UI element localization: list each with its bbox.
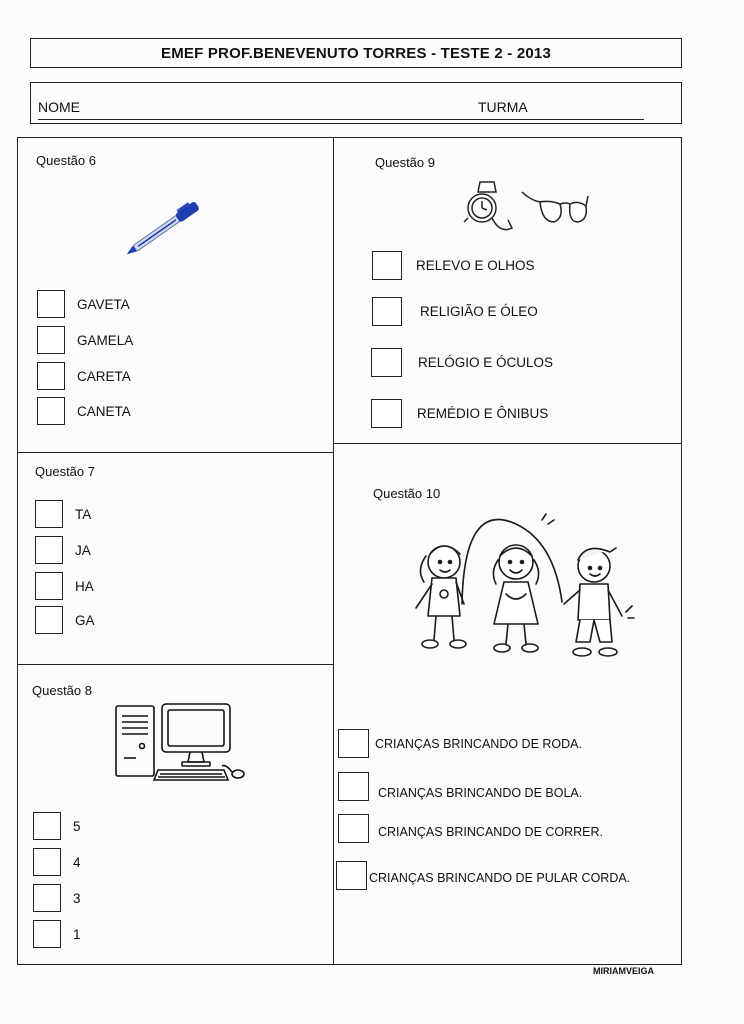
watch-and-glasses-icon (460, 178, 590, 242)
q7-checkbox-3[interactable] (35, 572, 63, 600)
q7-option-2[interactable] (35, 536, 91, 564)
question-7-title: Questão 7 (35, 464, 95, 479)
q8-checkbox-1[interactable] (33, 812, 61, 840)
q6-checkbox-2[interactable] (37, 326, 65, 354)
question-9-title: Questão 9 (375, 155, 435, 170)
author-credit: MIRIAMVEIGA (593, 966, 655, 976)
q10-option-1-label: CRIANÇAS BRINCANDO DE RODA. (375, 736, 582, 751)
q8-option-2[interactable] (33, 848, 81, 876)
q10-option-4[interactable] (336, 861, 630, 890)
q10-checkbox-2[interactable] (338, 772, 369, 801)
q8-checkbox-2[interactable] (33, 848, 61, 876)
q9-option-4[interactable] (371, 399, 548, 428)
q8-option-1[interactable] (33, 812, 81, 840)
question-8-title: Questão 8 (32, 683, 92, 698)
question-6-title: Questão 6 (36, 153, 96, 168)
q9-option-4-label: REMÉDIO E ÔNIBUS (417, 406, 549, 421)
q9-option-1[interactable] (372, 251, 535, 280)
q7-option-3[interactable] (35, 572, 94, 600)
q8-option-1-label: 5 (73, 818, 81, 834)
q8-option-4[interactable] (33, 920, 81, 948)
q7-option-1-label: TA (75, 506, 92, 522)
q6-option-3-label: CARETA (77, 368, 131, 384)
q10-option-4-label: CRIANÇAS BRINCANDO DE PULAR CORDA. (369, 870, 631, 885)
q10-checkbox-1[interactable] (338, 729, 369, 758)
q6-option-3[interactable] (37, 362, 131, 390)
q9-checkbox-1[interactable] (372, 251, 402, 280)
q7-option-4[interactable] (35, 606, 95, 634)
q7-option-4-label: GA (75, 612, 95, 628)
q10-option-2[interactable] (338, 772, 582, 801)
q6-option-1-label: GAVETA (77, 296, 130, 312)
q10-checkbox-4[interactable] (336, 861, 367, 890)
q8-option-3[interactable] (33, 884, 81, 912)
q7-option-3-label: HA (75, 578, 94, 594)
computer-icon (112, 700, 248, 784)
q7-checkbox-1[interactable] (35, 500, 63, 528)
q8-option-2-label: 4 (73, 854, 81, 870)
divider-q6-q7 (17, 452, 333, 453)
q7-checkbox-4[interactable] (35, 606, 63, 634)
q9-option-3-label: RELÓGIO E ÓCULOS (418, 355, 554, 370)
q9-option-2[interactable] (372, 297, 538, 326)
q9-option-3[interactable] (371, 348, 553, 377)
q6-option-1[interactable] (37, 290, 130, 318)
q6-option-2[interactable] (37, 326, 133, 354)
pen-icon (122, 188, 214, 264)
q7-option-1[interactable] (35, 500, 91, 528)
q9-checkbox-2[interactable] (372, 297, 402, 326)
test-title-box (30, 38, 682, 68)
q9-option-2-label: RELIGIÃO E ÓLEO (420, 304, 538, 319)
class-label: TURMA (478, 99, 528, 115)
q7-option-2-label: JA (75, 542, 91, 558)
q9-checkbox-3[interactable] (371, 348, 402, 377)
column-divider (333, 137, 334, 965)
q8-checkbox-3[interactable] (33, 884, 61, 912)
q7-checkbox-2[interactable] (35, 536, 63, 564)
q8-checkbox-4[interactable] (33, 920, 61, 948)
q10-option-3[interactable] (338, 814, 603, 843)
q10-checkbox-3[interactable] (338, 814, 369, 843)
class-field[interactable] (478, 99, 644, 120)
q6-option-2-label: GAMELA (77, 332, 134, 348)
q8-option-3-label: 3 (73, 890, 81, 906)
divider-q7-q8 (17, 664, 333, 665)
children-jump-rope-icon (404, 512, 636, 666)
q8-option-4-label: 1 (73, 926, 81, 942)
q6-option-4[interactable] (37, 397, 131, 425)
q9-option-1-label: RELEVO E OLHOS (416, 258, 535, 273)
question-10-title: Questão 10 (373, 486, 441, 501)
q6-checkbox-1[interactable] (37, 290, 65, 318)
name-label: NOME (38, 99, 80, 115)
q6-checkbox-4[interactable] (37, 397, 65, 425)
q10-option-1[interactable] (338, 729, 582, 758)
q6-option-4-label: CANETA (77, 403, 131, 419)
q10-option-2-label: CRIANÇAS BRINCANDO DE BOLA. (378, 785, 583, 800)
q6-checkbox-3[interactable] (37, 362, 65, 390)
test-title: EMEF PROF.BENEVENUTO TORRES - TESTE 2 - 2013 (161, 44, 551, 62)
name-field[interactable] (38, 99, 478, 120)
q10-option-3-label: CRIANÇAS BRINCANDO DE CORRER. (378, 824, 604, 839)
q9-checkbox-4[interactable] (371, 399, 402, 428)
divider-q9-q10 (333, 443, 682, 444)
